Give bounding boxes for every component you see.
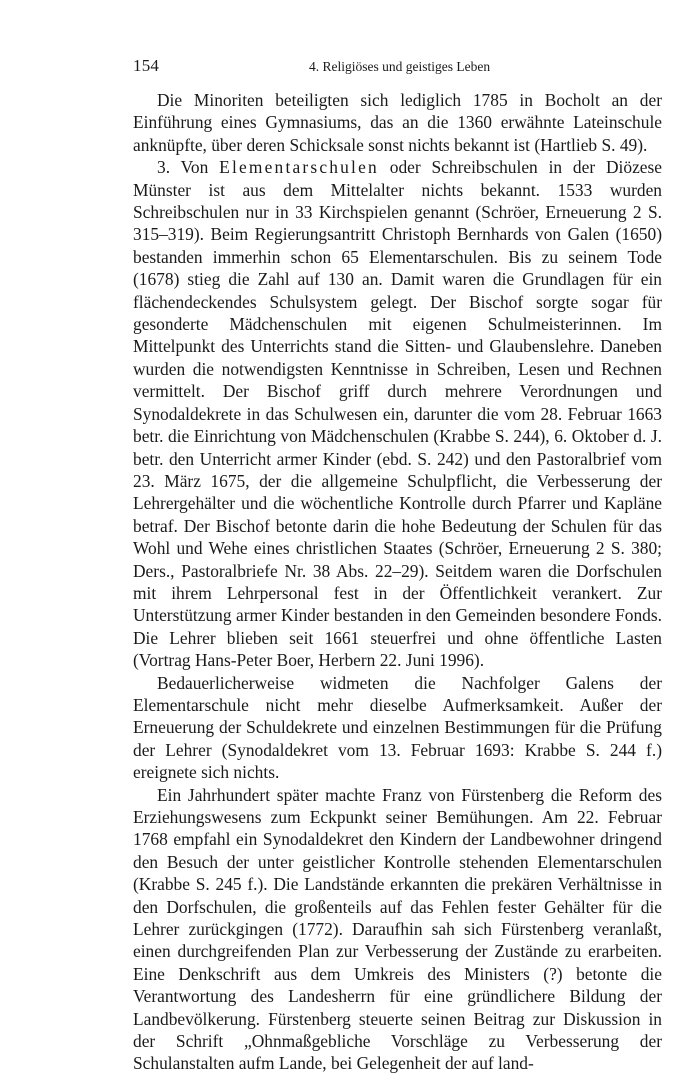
paragraph-minoriten: Die Minoriten beteiligten sich lediglich 1785 in Bocholt an der Einführung eines Gymnasiums, das an die 1360 erwähnte Lateinschule anknüpfte, über deren Schicksale sonst nichts bekannt ist (Hartlieb S. 49).	[133, 90, 662, 155]
body-text	[133, 89, 662, 1075]
paragraph-elementarschulen	[133, 156, 662, 671]
page-header	[133, 56, 662, 78]
paragraph-fuerstenberg: Ein Jahrhundert später machte Franz von Fürstenberg die Reform des Erziehungswesens zum Eckpunkt seiner Bemühungen. Am 22. Februar 1768 empfahl ein Synodaldekret den Kindern der Landbewohner dringend den Besuch der unter geistlicher Kontrolle stehenden Elementarschulen (Krabbe S. 245 f.). Die Landstände erkannten die prekären Verhältnisse in den Dorfschulen, die großenteils auf das Fehlen fester Gehälter für die Lehrer zurückgingen (1772). Daraufhin sah sich Fürstenberg veranlaßt, einen durchgreifenden Plan zur Verbesserung der Zustände zu erarbeiten. Eine Denkschrift aus dem Umkreis des Ministers (?) betonte die Verantwortung des Landesherrn für eine gründlichere Bildung der Landbevölkerung. Fürstenberg steuerte seinen Beitrag zur Diskussion in der Schrift „Ohnmaßgebliche Vorschläge zu Verbesserung der Schulanstalten aufm Lande, bei Gelegenheit der auf land-	[133, 784, 662, 1074]
paragraph-continuation: oder Schreibschulen in der Diözese Münster ist aus dem Mittelalter nichts bekannt. 1533 wurden Schreibschulen nur in 33 Kirchspielen genannt (Schröer, Erneuerung 2 S. 315–319). Beim Regierungsantritt Christoph Bernhards von Galen (1650) bestanden immerhin schon 65 Elementarschulen. Bis zu seinem Tode (1678) stieg die Zahl auf 130 an. Damit waren die Grundlagen für ein flächendeckendes Schulsystem gelegt. Der Bischof sorgte sogar für gesonderte Mädchenschulen mit eigenen Schulmeisterinnen. Im Mittelpunkt des Unterrichts stand die Sitten- und Glaubenslehre. Daneben wurden die notwendigsten Kenntnisse in Schreiben, Lesen und Rechnen vermittelt. Der Bischof griff durch mehrere Verordnungen und Synodaldekrete in das Schulwesen ein, darunter die vom 28. Februar 1663 betr. die Einrichtung von Mädchenschulen (Krabbe S. 244), 6. Oktober d. J. betr. den Unterricht armer Kinder (ebd. S. 242) und den Pastoralbrief vom 23. März 1675, der die allgemeine Schulpflicht, die Verbesserung der Lehrergehälter und die wöchentliche Kontrolle durch Pfarrer und Kapläne betraf. Der Bischof betonte darin die hohe Bedeutung der Schulen für das Wohl und Wehe eines christlichen Staates (Schröer, Erneuerung 2 S. 380; Ders., Pastoralbriefe Nr. 38 Abs. 22–29). Seitdem waren die Dorfschulen mit ihrem Lehrpersonal fest in der Öffentlichkeit verankert. Zur Unterstützung armer Kinder bestanden in den Gemeinden besondere Fonds. Die Lehrer blieben seit 1661 steuerfrei und ohne öffentliche Lasten (Vortrag Hans-Peter Boer, Herbern 22. Juni 1996).	[133, 157, 662, 671]
paragraph-lead: 3. Von	[157, 157, 220, 178]
paragraph-nachfolger-galens: Bedauerlicherweise widmeten die Nachfolger Galens der Elementarschule nicht mehr dieselbe Aufmerksamkeit. Außer der Erneuerung der Schuldekrete und einzelnen Bestimmungen für die Prüfung der Lehrer (Synodaldekret vom 13. Februar 1693: Krabbe S. 244 f.) ereignete sich nichts.	[133, 672, 662, 783]
running-head: 4. Religiöses und geistiges Leben	[309, 59, 491, 74]
page-number: 154	[133, 56, 160, 75]
spaced-term: Elementarschulen	[219, 157, 379, 178]
